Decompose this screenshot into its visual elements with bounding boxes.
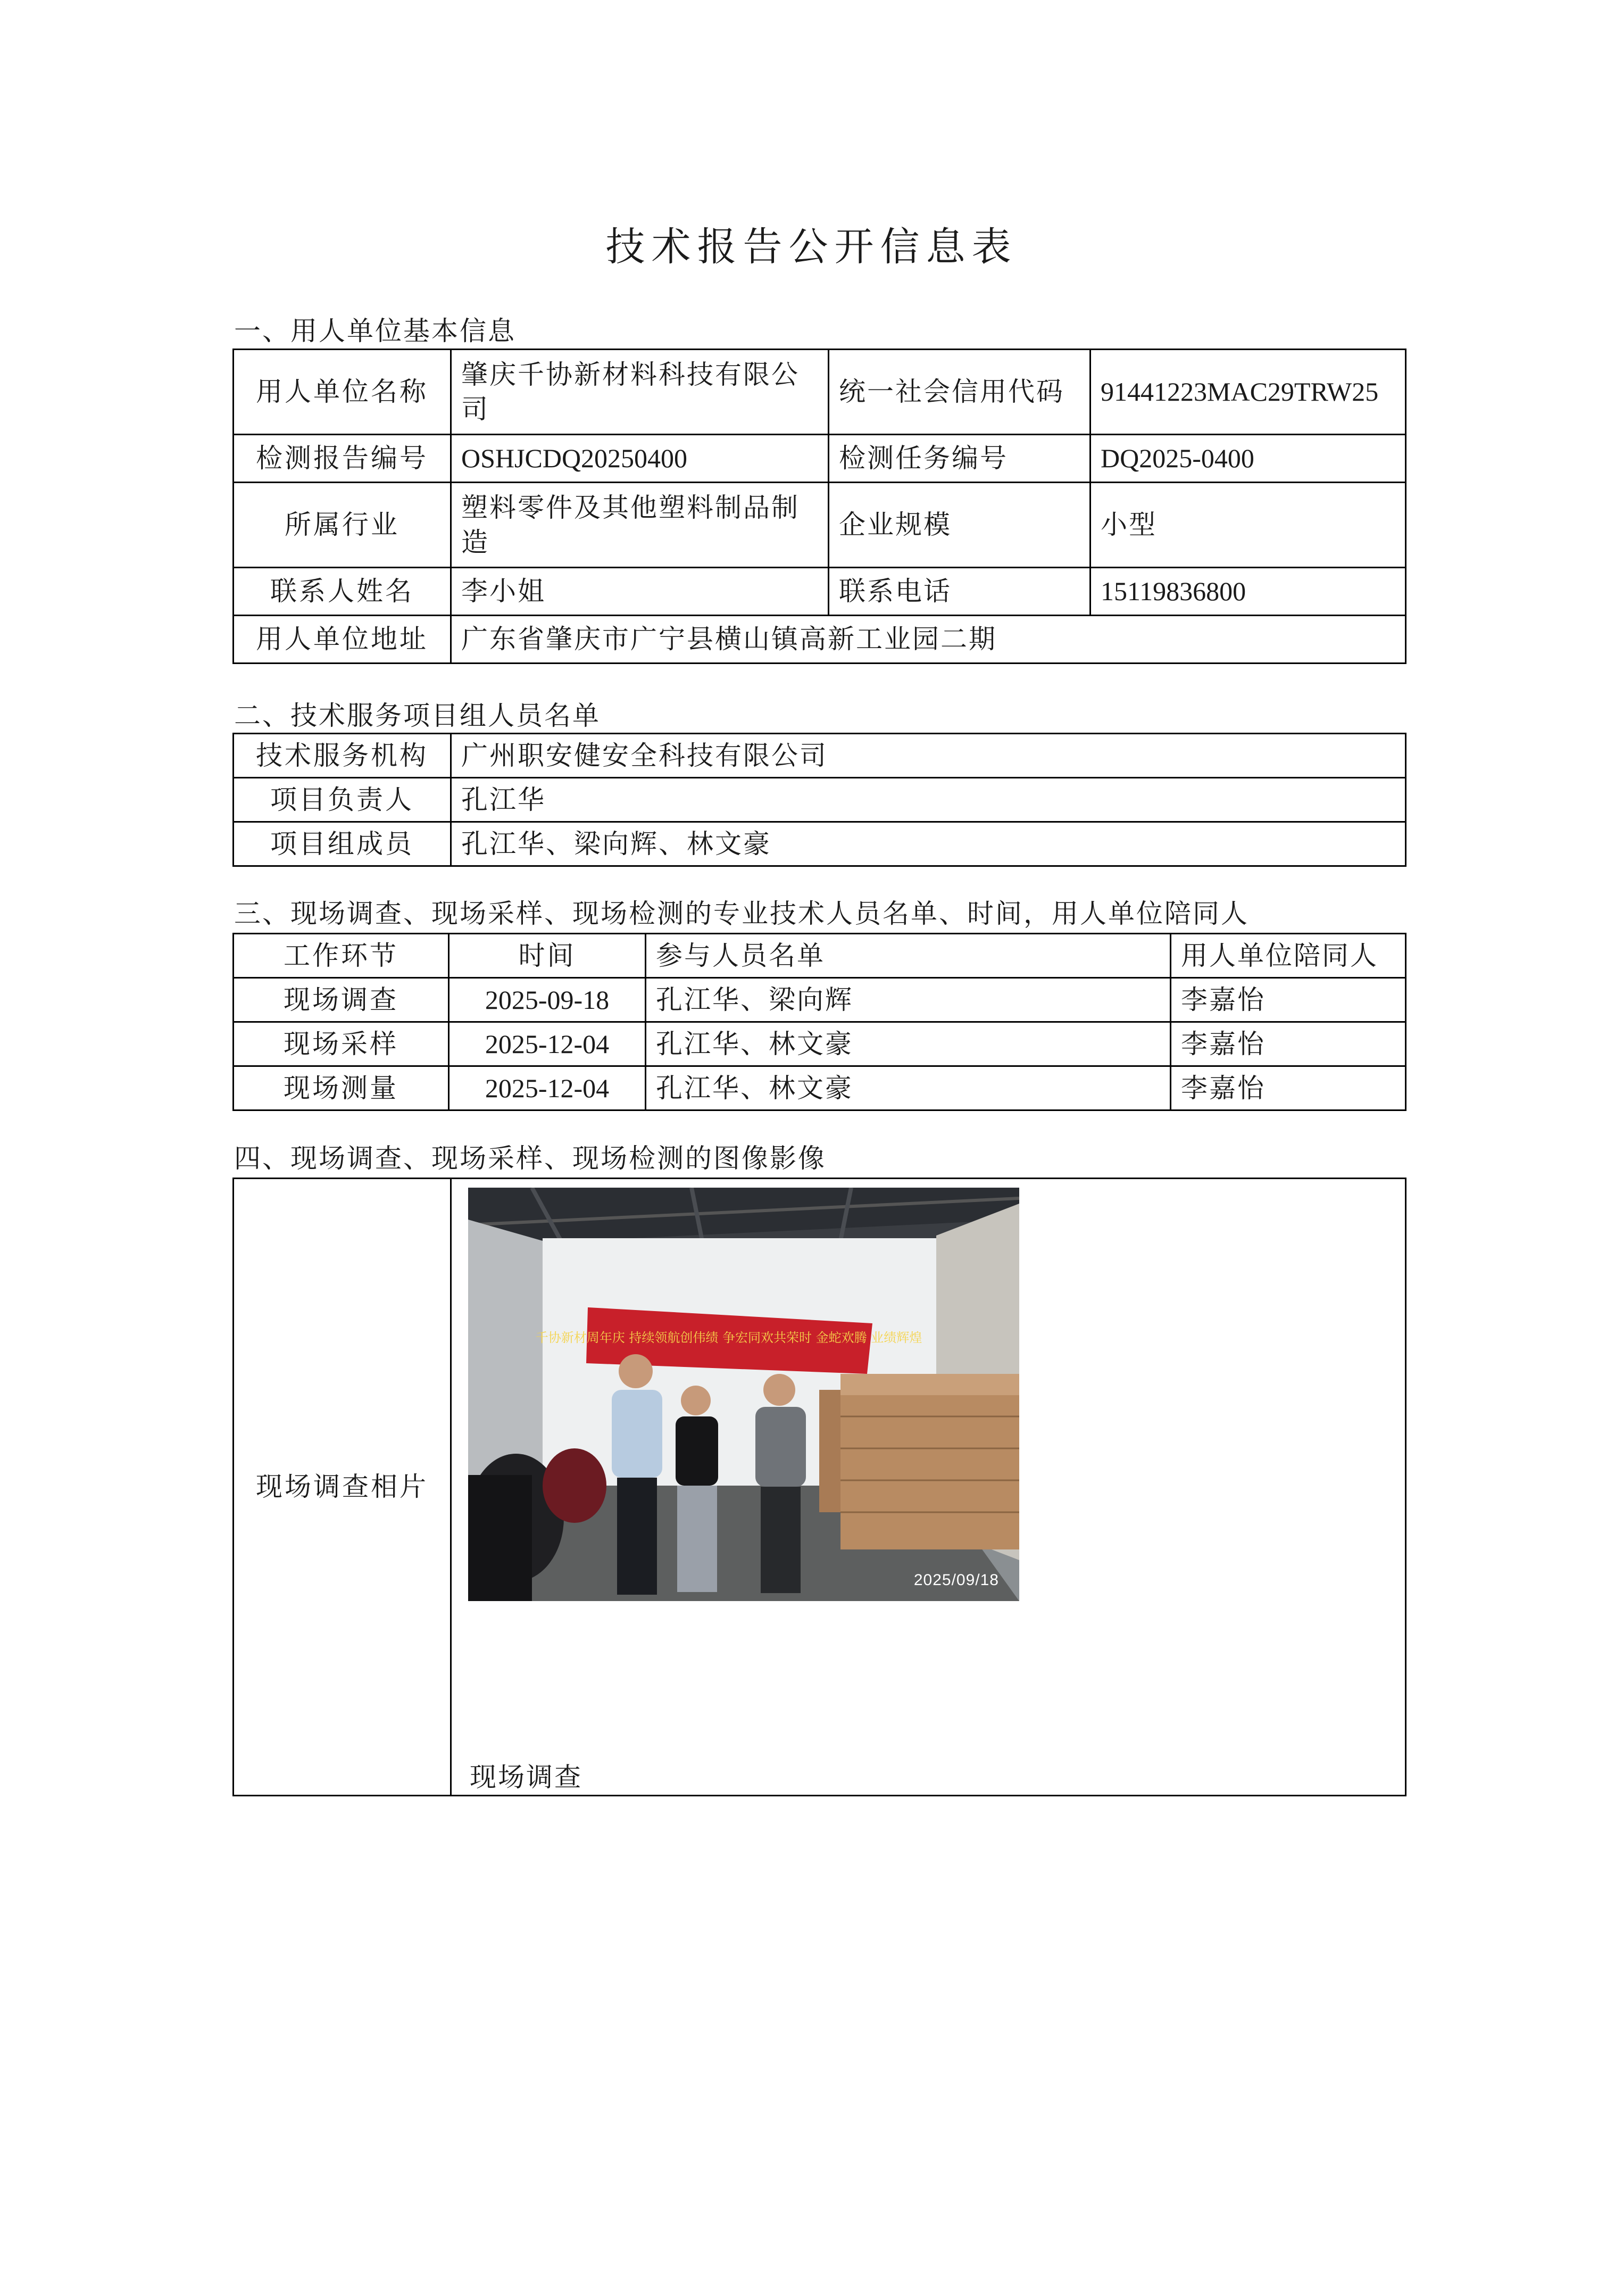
credit-code-value: 91441223MAC29TRW25 [1091,350,1406,435]
scale-label: 企业规模 [829,483,1091,568]
members-label: 项目组成员 [234,822,451,866]
members-value: 孔江华、梁向辉、林文豪 [451,822,1406,866]
contact-label: 联系人姓名 [234,568,451,616]
stage-cell: 现场测量 [234,1066,449,1110]
stage-cell: 现场调查 [234,978,449,1022]
phone-label: 联系电话 [829,568,1091,616]
personnel-cell: 孔江华、林文豪 [646,1066,1171,1110]
stage-cell: 现场采样 [234,1022,449,1066]
industry-value: 塑料零件及其他塑料制品制造 [451,483,829,568]
contact-value: 李小姐 [451,568,829,616]
org-label: 技术服务机构 [234,734,451,778]
table-row [234,568,1406,616]
work-schedule-table [232,933,1406,1111]
page-title: 技术报告公开信息表 [605,224,1018,270]
escort-cell: 李嘉怡 [1171,1022,1406,1066]
escort-cell: 李嘉怡 [1171,1066,1406,1110]
leader-label: 项目负责人 [234,778,451,822]
table-row [234,734,1406,778]
credit-code-label: 统一社会信用代码 [829,350,1091,435]
report-no-value: OSHJCDQ20250400 [451,435,829,483]
address-value: 广东省肇庆市广宁县横山镇高新工业园二期 [451,616,1406,664]
table-row [234,483,1406,568]
table-row [234,822,1406,866]
header-escort: 用人单位陪同人 [1171,934,1406,978]
table-header-row [234,934,1406,978]
site-survey-photo [468,1188,1019,1601]
table-row [234,435,1406,483]
address-label: 用人单位地址 [234,616,451,664]
photo-date-stamp: 2025/09/18 [913,1571,999,1589]
unit-name-label: 用人单位名称 [234,350,451,435]
photo-label: 现场调查相片 [234,1179,451,1796]
table-row [234,778,1406,822]
photo-caption: 现场调查 [470,1762,582,1793]
industry-label: 所属行业 [234,483,451,568]
date-cell: 2025-12-04 [449,1066,646,1110]
section-4-heading: 四、现场调查、现场采样、现场检测的图像影像 [234,1143,826,1174]
personnel-cell: 孔江华、梁向辉 [646,978,1171,1022]
header-stage: 工作环节 [234,934,449,978]
escort-cell: 李嘉怡 [1171,978,1406,1022]
table-row [234,1066,1406,1110]
header-time: 时间 [449,934,646,978]
task-no-label: 检测任务编号 [829,435,1091,483]
table-row [234,350,1406,435]
org-value: 广州职安健安全科技有限公司 [451,734,1406,778]
table-row [234,616,1406,664]
table-row [234,1022,1406,1066]
table-row [234,978,1406,1022]
date-cell: 2025-12-04 [449,1022,646,1066]
date-cell: 2025-09-18 [449,978,646,1022]
scale-value: 小型 [1091,483,1406,568]
report-no-label: 检测报告编号 [234,435,451,483]
basic-info-table [232,349,1406,664]
section-3-heading: 三、现场调查、现场采样、现场检测的专业技术人员名单、时间，用人单位陪同人 [234,898,1249,929]
banner-text: 千协新材周年庆 持续领航创伟绩 争宏同欢共荣时 金蛇欢腾 业绩辉煌 [535,1330,922,1345]
section-1-heading: 一、用人单位基本信息 [234,316,516,346]
personnel-cell: 孔江华、林文豪 [646,1022,1171,1066]
phone-value: 15119836800 [1091,568,1406,616]
leader-value: 孔江华 [451,778,1406,822]
unit-name-value: 肇庆千协新材料科技有限公司 [451,350,829,435]
header-personnel: 参与人员名单 [646,934,1171,978]
team-table [232,733,1406,867]
task-no-value: DQ2025-0400 [1091,435,1406,483]
section-2-heading: 二、技术服务项目组人员名单 [234,700,601,731]
photo-scene [468,1188,1019,1601]
